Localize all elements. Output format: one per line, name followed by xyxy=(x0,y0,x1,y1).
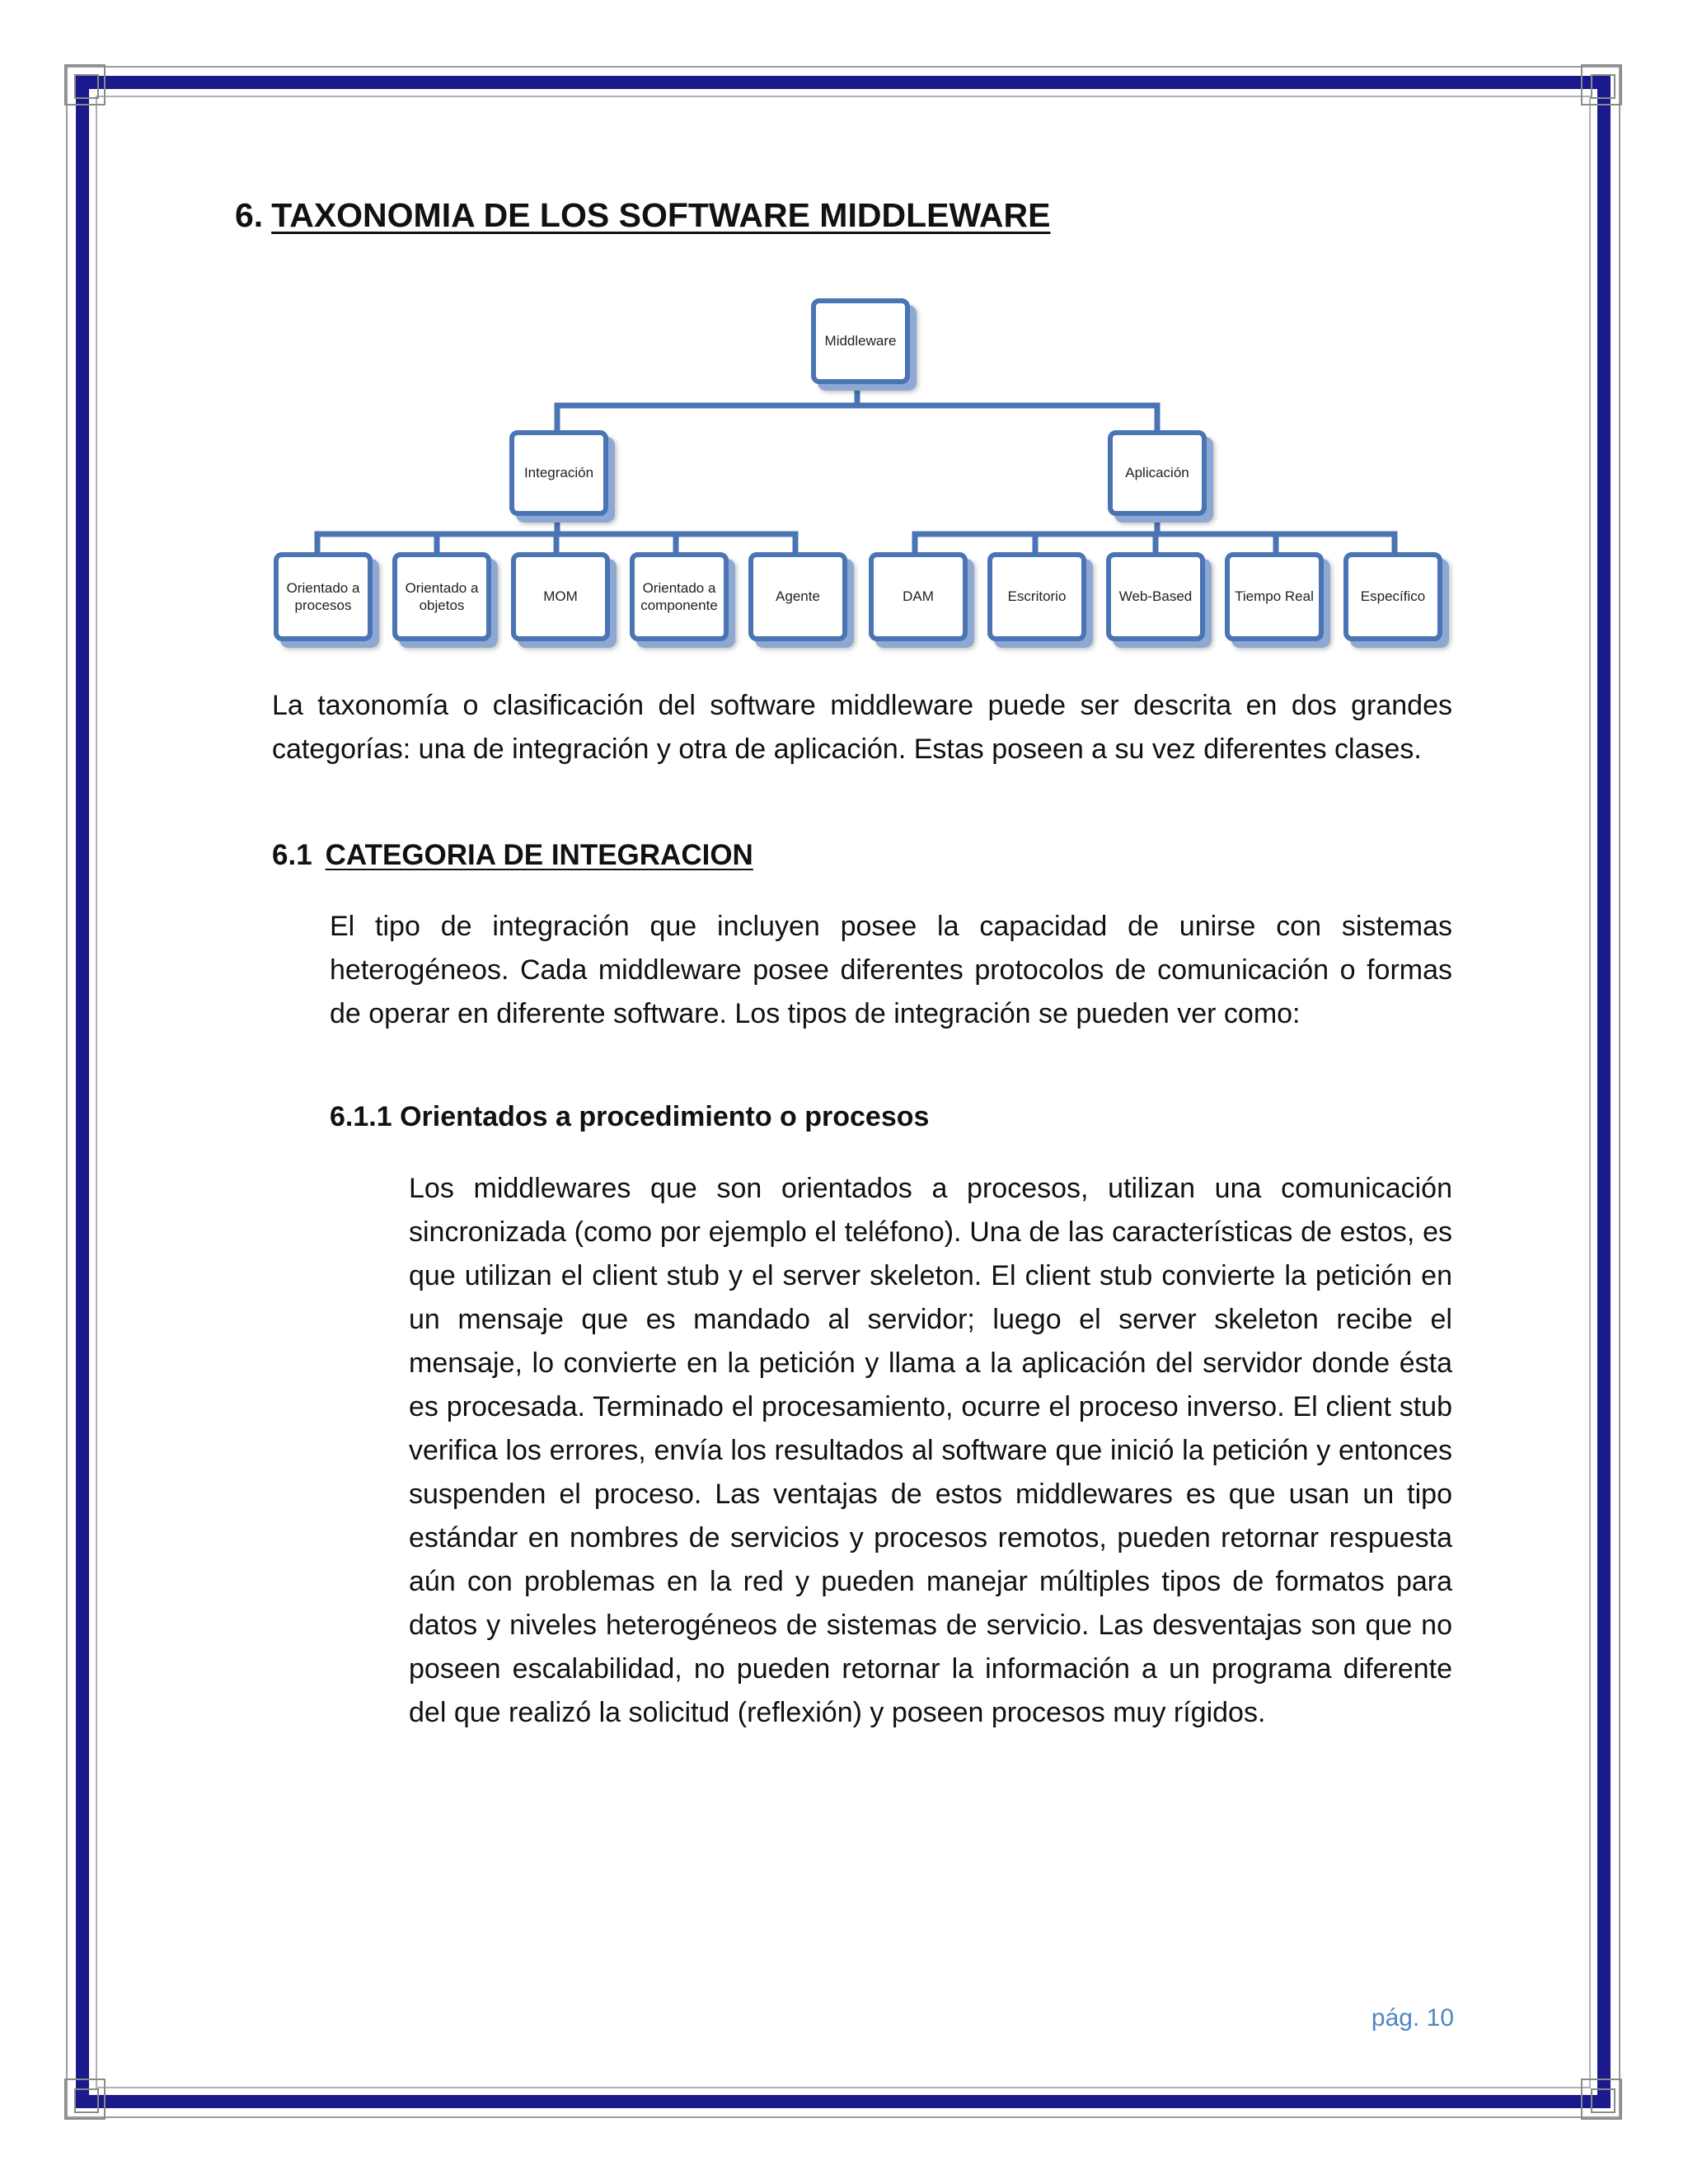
intro-paragraph: La taxonomía o clasificación del software middleware puede ser descrita en dos grandes categorías: una de integración y otra de aplicación. Estas poseen a su vez diferentes clases. xyxy=(272,690,1452,765)
node-orientado-procesos xyxy=(274,552,373,641)
node-middleware xyxy=(811,298,910,384)
page-title xyxy=(235,196,1050,235)
node-agente-label: Agente xyxy=(776,588,820,605)
corner-ornament-top-right xyxy=(1581,64,1622,105)
section-6-1-heading xyxy=(272,839,753,872)
section-6-1-title: CATEGORIA DE INTEGRACION xyxy=(325,839,753,871)
node-mom-label: MOM xyxy=(543,588,578,605)
node-aplicacion xyxy=(1108,430,1207,516)
node-aplicacion-label: Aplicación xyxy=(1125,465,1189,481)
node-tiempo-real xyxy=(1225,552,1324,641)
corner-ornament-top-left xyxy=(64,64,106,105)
node-agente xyxy=(748,552,847,641)
node-orientado-componente-label: Orientado a componente xyxy=(640,579,718,613)
node-escritorio xyxy=(987,552,1086,641)
node-orientado-componente xyxy=(630,552,729,641)
node-middleware-label: Middleware xyxy=(824,333,897,349)
node-dam xyxy=(869,552,968,641)
section-6-1-1-heading: 6.1.1 Orientados a procedimiento o procesos xyxy=(330,1101,930,1132)
node-orientado-procesos-label: Orientado a procesos xyxy=(286,579,360,613)
node-especifico xyxy=(1343,552,1442,641)
node-mom xyxy=(511,552,610,641)
title-number: 6. xyxy=(235,196,264,234)
node-orientado-objetos-label: Orientado a objetos xyxy=(405,579,479,613)
node-web-based-label: Web-Based xyxy=(1118,588,1193,605)
section-6-1-1-paragraph: Los middlewares que son orientados a procesos, utilizan una comunicación sincronizada (como por ejemplo el teléfono). Una de las características de estos, es que utilizan el client stub y el server skeleton. El client stub convierte la petición en un mensaje que es mandado al servidor; luego el server skeleton recibe el mensaje, lo convierte en la petición y llama a la aplicación del servidor donde ésta es procesada. Terminado el procesamiento, ocurre el proceso inverso. El client stub verifica los errores, envía los resultados al software que inició la petición y entonces suspenden el proceso. Las ventajas de estos middlewares es que usan un tipo estándar en nombres de servicios y procesos remotos, pueden retornar respuesta aún con problemas en la red y pueden manejar múltiples tipos de formatos para datos y niveles heterogéneos de sistemas de servicio. Las desventajas son que no poseen escalabilidad, no pueden retornar la información a un programa diferente del que realizó la solicitud (reflexión) y poseen procesos muy rígidos. xyxy=(409,1173,1452,1728)
corner-ornament-bottom-left xyxy=(64,2079,106,2120)
node-especifico-label: Específico xyxy=(1360,588,1426,605)
node-web-based xyxy=(1106,552,1205,641)
node-escritorio-label: Escritorio xyxy=(1007,588,1067,605)
section-6-1-paragraph: El tipo de integración que incluyen posee la capacidad de unirse con sistemas heterogéneos. Cada middleware posee diferentes protocolos de comunicación o formas de operar en diferente software. Los tipos de integración se pueden ver como: xyxy=(330,911,1452,1029)
taxonomy-diagram xyxy=(272,290,1452,659)
node-tiempo-real-label: Tiempo Real xyxy=(1235,588,1314,605)
node-integracion-label: Integración xyxy=(523,465,594,481)
corner-ornament-bottom-right xyxy=(1581,2079,1622,2120)
title-text: TAXONOMIA DE LOS SOFTWARE MIDDLEWARE xyxy=(271,196,1051,234)
node-integracion xyxy=(509,430,608,516)
node-dam-label: DAM xyxy=(903,588,934,605)
section-6-1-number: 6.1 xyxy=(272,839,312,871)
node-orientado-objetos xyxy=(392,552,491,641)
page-number: pág. 10 xyxy=(1371,2004,1454,2032)
